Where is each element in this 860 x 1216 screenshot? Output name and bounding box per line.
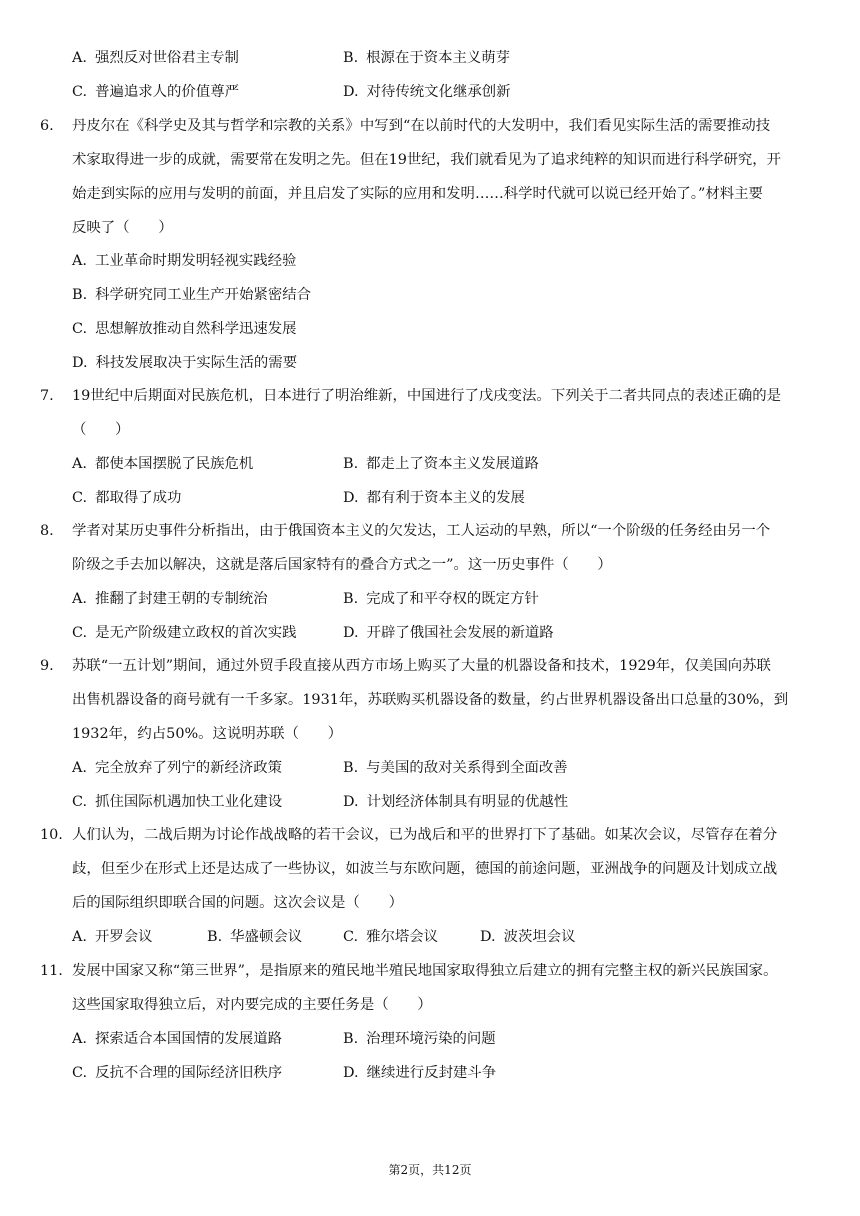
- option-b: B. 都走上了资本主义发展道路: [343, 456, 539, 472]
- question-number: 10.: [40, 827, 63, 843]
- option-text: 完全放弃了列宁的新经济政策: [94, 760, 283, 776]
- option-text: 开罗会议: [94, 929, 153, 945]
- option-a: A. 都使本国摆脱了民族危机: [72, 456, 254, 472]
- question-text: 这些国家取得独立后，对内要完成的主要任务是（ ）: [72, 997, 432, 1013]
- option-d: D. 对待传统文化继承创新: [343, 84, 511, 100]
- question-number: 9.: [40, 658, 54, 674]
- option-c: C. 是无产阶级建立政权的首次实践: [72, 625, 297, 641]
- question-text: 1932年，约占50%。这说明苏联（ ）: [72, 726, 343, 742]
- question-text: 丹皮尔在《科学史及其与哲学和宗教的关系》中写到“在以前时代的大发明中，我们看见实际生活的需要推动技: [72, 118, 771, 134]
- option-d: D. 都有利于资本主义的发展: [343, 490, 525, 506]
- option-c: C. 反抗不合理的国际经济旧秩序: [72, 1065, 283, 1081]
- option-c: C. 抓住国际机遇加快工业化建设: [72, 794, 283, 810]
- option-c: C. 普遍追求人的价值尊严: [72, 84, 239, 100]
- option-text: 开辟了俄国社会发展的新道路: [366, 625, 554, 641]
- option-text: 强烈反对世俗君主专制: [94, 50, 239, 66]
- option-b: B. 科学研究同工业生产开始紧密结合: [72, 287, 312, 303]
- option-text: 科技发展取决于实际生活的需要: [95, 355, 298, 371]
- option-b: B. 与美国的敌对关系得到全面改善: [343, 760, 568, 776]
- option-c: C. 都取得了成功: [72, 490, 182, 506]
- question-number: 6.: [40, 118, 54, 134]
- option-d: D. 继续进行反封建斗争: [343, 1065, 497, 1081]
- option-b: B. 治理环境污染的问题: [343, 1031, 496, 1047]
- option-b: B. 根源在于资本主义萌芽: [343, 50, 511, 66]
- option-c: C. 思想解放推动自然科学迅速发展: [72, 321, 297, 337]
- option-text: 工业革命时期发明轻视实践经验: [94, 253, 297, 269]
- option-text: 雅尔塔会议: [366, 929, 439, 945]
- option-text: 计划经济体制具有明显的优越性: [366, 794, 569, 810]
- question-text: 术家取得进一步的成就，需要常在发明之先。但在19世纪，我们就看见为了追求纯粹的知识而进行科学研究，开: [72, 152, 782, 168]
- option-b: B. 完成了和平夺权的既定方针: [343, 591, 539, 607]
- option-text: 波茨坦会议: [503, 929, 576, 945]
- option-text: 继续进行反封建斗争: [366, 1065, 497, 1081]
- question-text: 歧，但至少在形式上还是达成了一些协议，如波兰与东欧问题，德国的前途问题，亚洲战争的问题及计划成立战: [72, 861, 778, 877]
- question-text: 苏联“一五计划”期间，通过外贸手段直接从西方市场上购买了大量的机器设备和技术，1929年，仅美国向苏联: [72, 658, 771, 674]
- page-footer: 第2页，共12页: [388, 1163, 472, 1177]
- option-text: 是无产阶级建立政权的首次实践: [95, 625, 297, 641]
- option-text: 思想解放推动自然科学迅速发展: [95, 321, 297, 337]
- option-text: 普遍追求人的价值尊严: [95, 84, 239, 100]
- option-text: 与美国的敌对关系得到全面改善: [366, 760, 568, 776]
- option-text: 都使本国摆脱了民族危机: [94, 456, 254, 472]
- option-text: 华盛顿会议: [230, 929, 303, 945]
- question-text: 人们认为，二战后期为讨论作战战略的若干会议，已为战后和平的世界打下了基础。如某次会议，尽管存在着分: [72, 827, 778, 843]
- option-text: 抓住国际机遇加快工业化建设: [95, 794, 283, 810]
- option-d: D. 波茨坦会议: [480, 929, 576, 945]
- question-text: 阶级之手去加以解决，这就是落后国家特有的叠合方式之一”。这一历史事件（ ）: [72, 557, 612, 573]
- question-text: （ ）: [72, 422, 130, 438]
- question-number: 8.: [40, 523, 54, 539]
- question-text: 始走到实际的应用与发明的前面，并且启发了实际的应用和发明……科学时代就可以说已经开始了。”材料主要: [72, 186, 763, 202]
- option-text: 都取得了成功: [95, 490, 182, 506]
- question-number: 11.: [40, 963, 63, 979]
- option-text: 探索适合本国国情的发展道路: [94, 1031, 283, 1047]
- question-text: 后的国际组织即联合国的问题。这次会议是（ ）: [72, 895, 403, 911]
- option-d: D. 开辟了俄国社会发展的新道路: [343, 625, 554, 641]
- option-text: 完成了和平夺权的既定方针: [366, 591, 539, 607]
- option-a: A. 完全放弃了列宁的新经济政策: [72, 760, 283, 776]
- question-text: 出售机器设备的商号就有一千多家。1931年，苏联购买机器设备的数量，约占世界机器设备出口总量的30%，到: [72, 692, 789, 708]
- question-text: 反映了（ ）: [72, 220, 173, 236]
- option-b: B. 华盛顿会议: [207, 929, 303, 945]
- option-a: A. 探索适合本国国情的发展道路: [72, 1031, 283, 1047]
- option-text: 反抗不合理的国际经济旧秩序: [95, 1065, 283, 1081]
- option-a: A. 工业革命时期发明轻视实践经验: [72, 253, 297, 269]
- option-text: 对待传统文化继承创新: [366, 84, 511, 100]
- option-text: 科学研究同工业生产开始紧密结合: [95, 287, 312, 303]
- option-d: D. 计划经济体制具有明显的优越性: [343, 794, 569, 810]
- option-text: 都有利于资本主义的发展: [366, 490, 525, 506]
- option-text: 推翻了封建王朝的专制统治: [94, 591, 268, 607]
- option-c: C. 雅尔塔会议: [343, 929, 439, 945]
- option-text: 根源在于资本主义萌芽: [366, 50, 511, 66]
- option-d: D. 科技发展取决于实际生活的需要: [72, 355, 298, 371]
- option-text: 治理环境污染的问题: [366, 1031, 496, 1047]
- option-a: A. 推翻了封建王朝的专制统治: [72, 591, 268, 607]
- question-text: 19世纪中后期面对民族危机，日本进行了明治维新，中国进行了戊戌变法。下列关于二者共同点的表述正确的是: [72, 388, 782, 404]
- option-a: A. 开罗会议: [72, 929, 153, 945]
- question-text: 发展中国家又称“第三世界”，是指原来的殖民地半殖民地国家取得独立后建立的拥有完整主权的新兴民族国家。: [72, 963, 778, 979]
- question-number: 7.: [40, 388, 54, 404]
- question-text: 学者对某历史事件分析指出，由于俄国资本主义的欠发达，工人运动的早熟，所以“一个阶级的任务经由另一个: [72, 523, 771, 539]
- option-text: 都走上了资本主义发展道路: [366, 456, 539, 472]
- option-a: A. 强烈反对世俗君主专制: [72, 50, 239, 66]
